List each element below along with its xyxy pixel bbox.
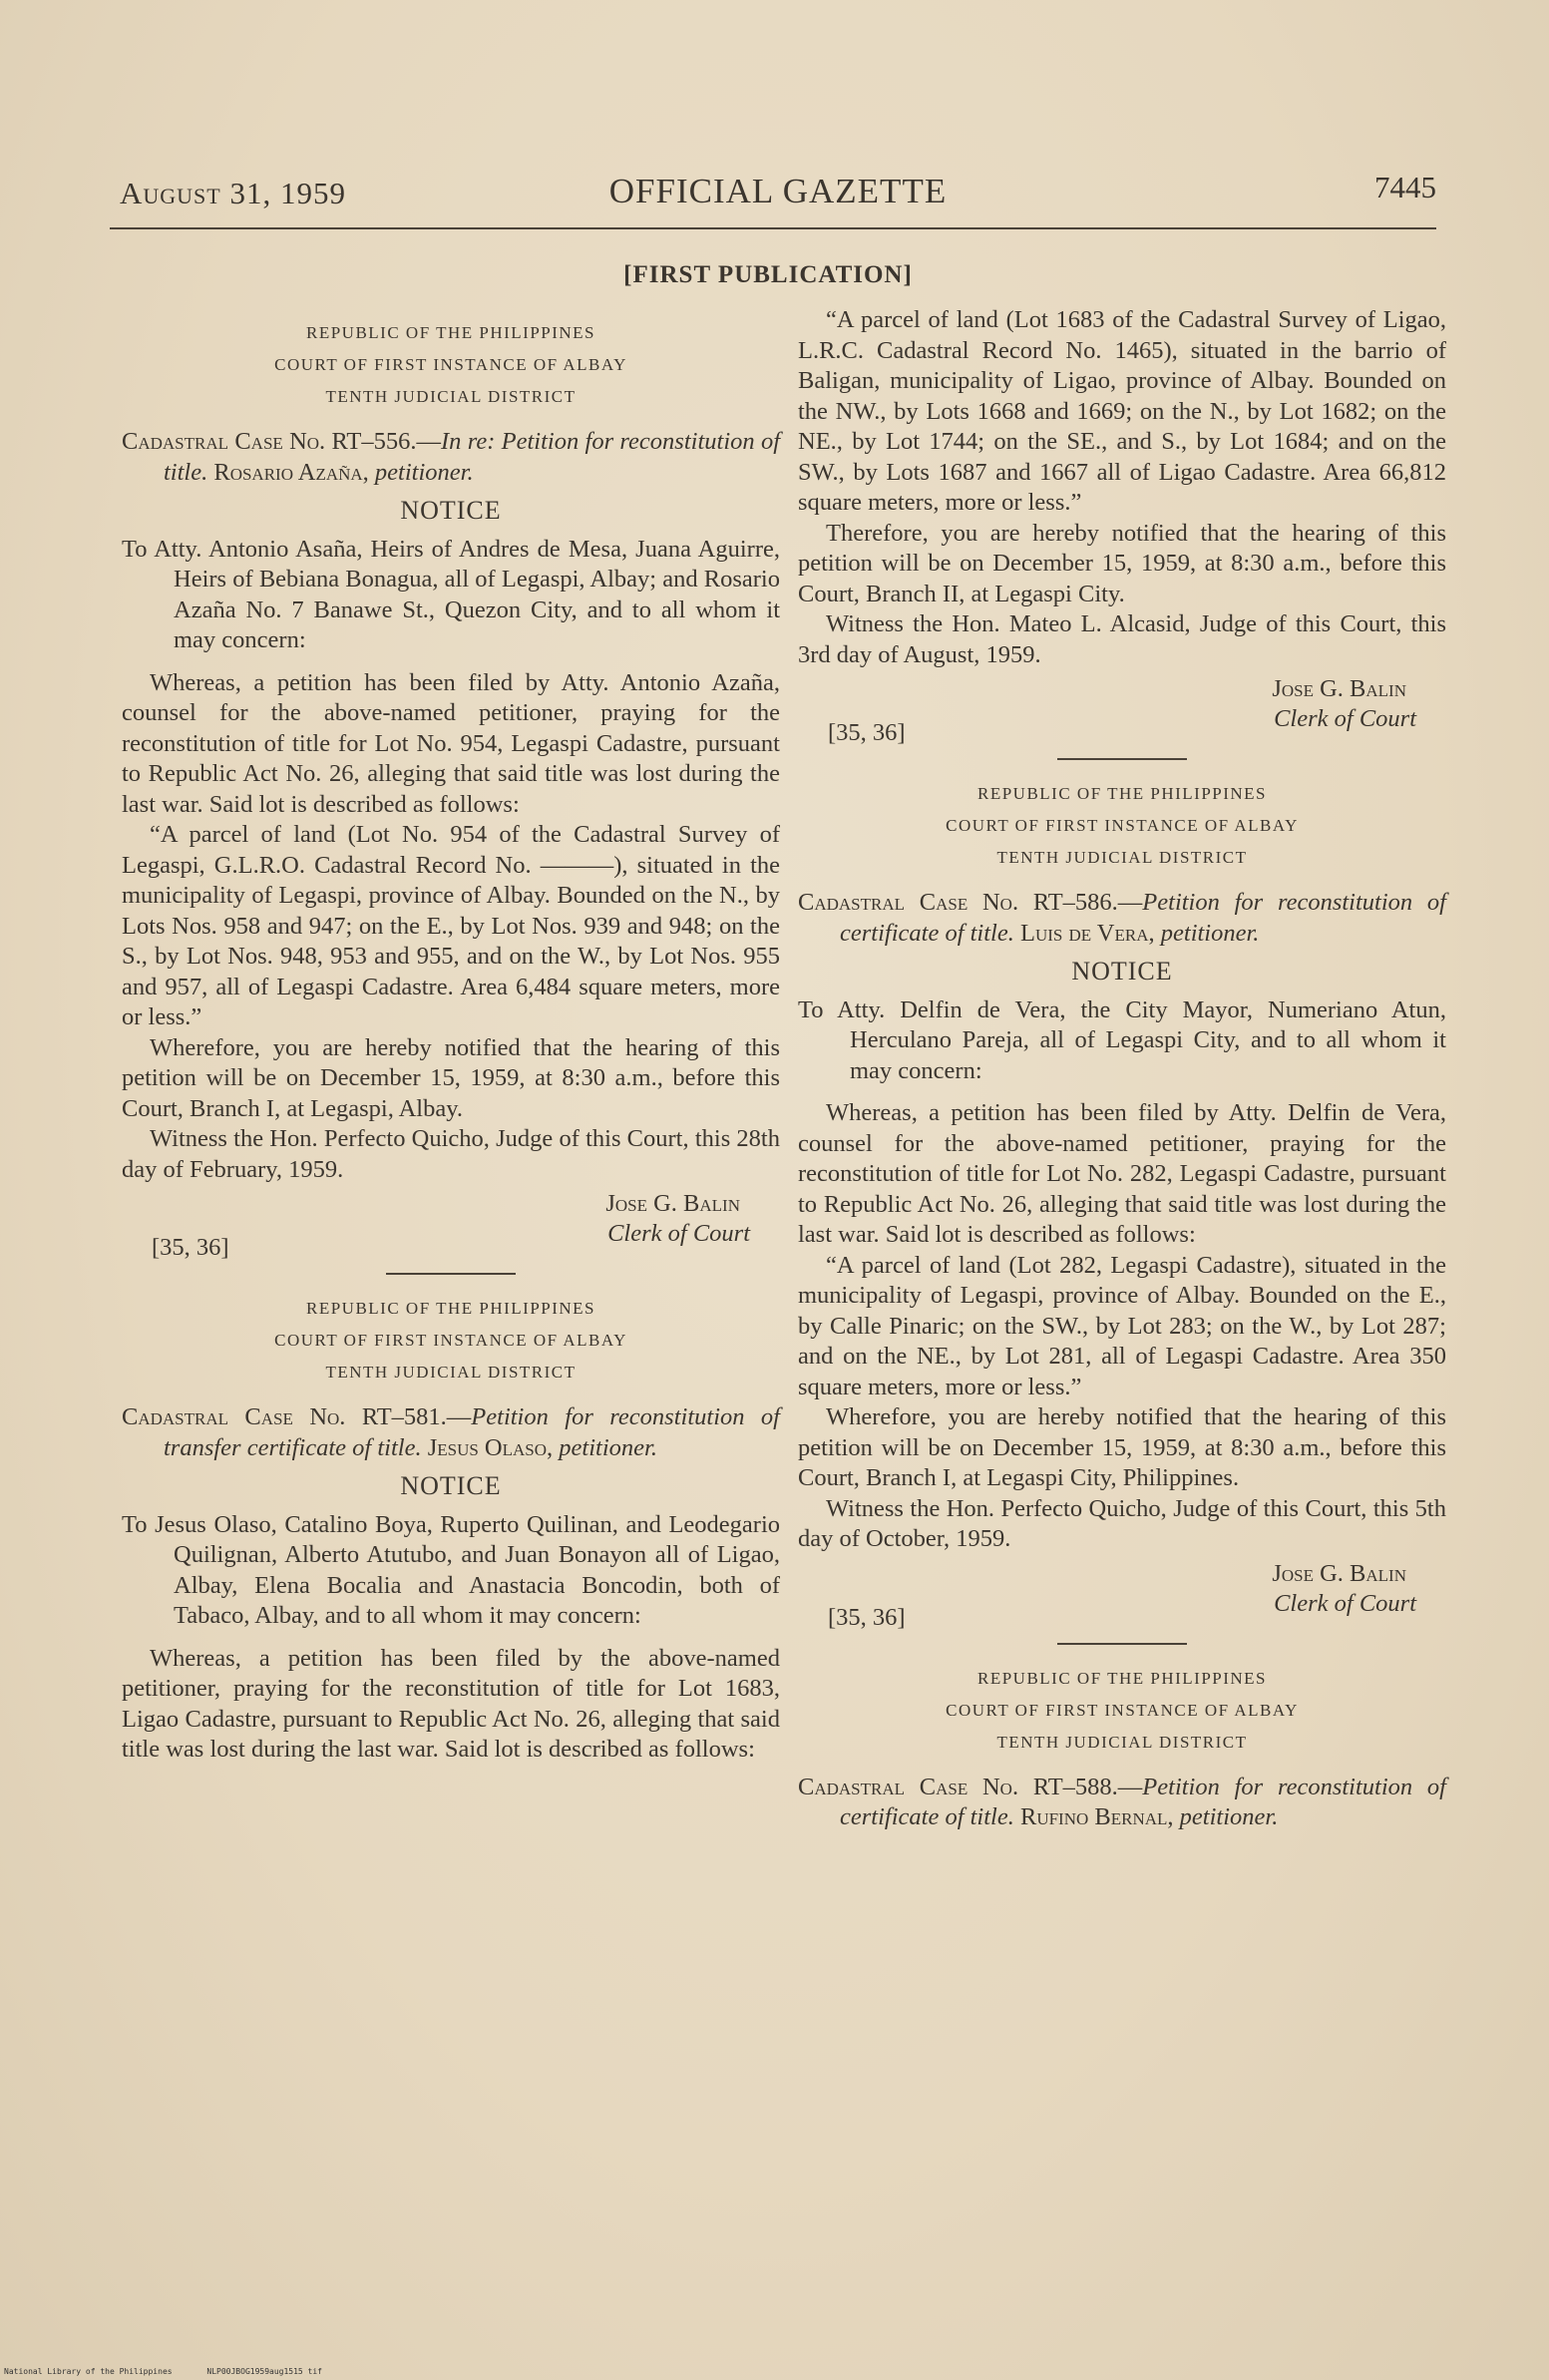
issue-reference: [35, 36] bbox=[828, 719, 906, 746]
court-line-3: TENTH JUDICIAL DISTRICT bbox=[996, 1732, 1248, 1752]
page-header bbox=[120, 170, 1436, 219]
case-number: Cadastral Case No. RT–588.— bbox=[798, 1773, 1143, 1800]
signer-role: Clerk of Court bbox=[607, 1220, 750, 1247]
case-title: Petition for reconstitution of transfer certificate of title. bbox=[164, 1403, 780, 1461]
lot-description: “A parcel of land (Lot 282, Legaspi Cadastre), situated in the municipality of Legaspi, province of Albay. Bounded on the E., by Calle Pinaric; on the SW., by Lot 283; on the W., by Lot 287; and on the NE., by Lot 281, all of Legaspi Cadastre. Area 350 square meters, more or less.” bbox=[798, 1251, 1446, 1400]
notice-heading: NOTICE bbox=[1071, 957, 1173, 986]
wherefore-paragraph: Wherefore, you are hereby notified that the hearing of this petition will be on December 15, 1959, at 8:30 a.m., before this Court, Branch I, at Legaspi, Albay. bbox=[122, 1033, 780, 1122]
court-heading bbox=[798, 1663, 1446, 1759]
footer-file: NLP00JBOG1959aug1515 tif bbox=[206, 2367, 322, 2376]
case-caption bbox=[122, 427, 780, 488]
publication-label: [FIRST PUBLICATION] bbox=[623, 261, 913, 288]
court-line-3: TENTH JUDICIAL DISTRICT bbox=[996, 848, 1248, 867]
signer-role: Clerk of Court bbox=[1274, 1589, 1416, 1617]
case-title: In re: Petition for reconstitution of title. bbox=[164, 428, 780, 486]
section-separator bbox=[386, 1273, 516, 1275]
signer-name: Jose G. Balin bbox=[605, 1190, 740, 1217]
court-line-2: COURT OF FIRST INSTANCE OF ALBAY bbox=[946, 1700, 1299, 1720]
case-number: Cadastral Case No. RT–556.— bbox=[122, 428, 441, 455]
notice-heading: NOTICE bbox=[400, 1471, 502, 1500]
court-line-2: COURT OF FIRST INSTANCE OF ALBAY bbox=[274, 355, 627, 374]
petitioner-name: Luis de Vera, bbox=[1019, 919, 1155, 947]
signer-name: Jose G. Balin bbox=[1272, 675, 1406, 702]
signer-role: Clerk of Court bbox=[1274, 705, 1416, 732]
case-number: Cadastral Case No. RT–581.— bbox=[122, 1403, 472, 1430]
case-title: Petition for reconstitution of certificate of title. bbox=[840, 889, 1446, 947]
header-rule bbox=[110, 227, 1436, 229]
section-separator bbox=[1057, 758, 1187, 760]
right-column bbox=[798, 305, 1446, 1833]
court-heading bbox=[122, 1293, 780, 1388]
wherefore-paragraph: Wherefore, you are hereby notified that the hearing of this petition will be on December 15, 1959, at 8:30 a.m., before this Court, Branch I, at Legaspi City, Philippines. bbox=[798, 1403, 1446, 1491]
notice-addressees: To Atty. Delfin de Vera, the City Mayor, Numeriano Atun, Herculano Pareja, all of Legaspi City, and to all whom it may concern: bbox=[798, 995, 1446, 1084]
notice-heading: NOTICE bbox=[400, 496, 502, 525]
scan-footer bbox=[4, 2367, 352, 2376]
whereas-paragraph: Whereas, a petition has been filed by Atty. Antonio Azaña, counsel for the above-named petitioner, praying for the reconstitution of title for Lot No. 954, Legaspi Cadastre, pursuant to Republic Act No. 26, alleging that said title was lost during the last war. Said lot is described as follows: bbox=[122, 668, 780, 818]
header-page-number: 7445 bbox=[1374, 170, 1436, 204]
court-line-1: REPUBLIC OF THE PHILIPPINES bbox=[976, 784, 1268, 803]
notice-addressees: To Jesus Olaso, Catalino Boya, Ruperto Quilinan, and Leodegario Quilignan, Alberto Atutubo, and Juan Bonayon all of Ligao, Albay, Elena Bocalia and Anastacia Boncodin, both of Tabaco, Albay, and to all whom it may concern: bbox=[122, 1510, 780, 1629]
footer-library: National Library of the Philippines bbox=[4, 2367, 173, 2376]
petitioner-name: Rufino Bernal, bbox=[1019, 1803, 1174, 1830]
petitioner-name: Rosario Azaña, bbox=[213, 458, 369, 486]
court-line-2: COURT OF FIRST INSTANCE OF ALBAY bbox=[274, 1331, 627, 1350]
wherefore-paragraph: Therefore, you are hereby notified that the hearing of this petition will be on December 15, 1959, at 8:30 a.m., before this Court, Branch II, at Legaspi City. bbox=[798, 519, 1446, 607]
left-column bbox=[122, 317, 780, 1766]
signature-block bbox=[122, 1189, 780, 1261]
court-line-3: TENTH JUDICIAL DISTRICT bbox=[325, 1363, 577, 1382]
petitioner-role: petitioner. bbox=[1179, 1803, 1279, 1830]
petitioner-role: petitioner. bbox=[374, 458, 474, 486]
issue-reference: [35, 36] bbox=[828, 1603, 906, 1631]
petitioner-role: petitioner. bbox=[559, 1433, 657, 1461]
lot-description: “A parcel of land (Lot No. 954 of the Cadastral Survey of Legaspi, G.L.R.O. Cadastral Record No. ———), situated in the municipality of Legaspi, province of Albay. Bounded on the N., by Lots Nos. 958 and 947; on the E., by Lot Nos. 939 and 948; on the S., by Lot Nos. 948, 953 and 955, and on the W., by Lot Nos. 955 and 957, all of Legaspi Cadastre. Area 6,484 square meters, more or less.” bbox=[122, 821, 780, 1030]
case-caption bbox=[798, 888, 1446, 949]
header-title: OFFICIAL GAZETTE bbox=[608, 172, 948, 210]
petitioner-role: petitioner. bbox=[1160, 919, 1260, 947]
court-heading bbox=[122, 317, 780, 413]
case-caption bbox=[798, 1773, 1446, 1833]
court-line-1: REPUBLIC OF THE PHILIPPINES bbox=[305, 1299, 596, 1318]
whereas-paragraph: Whereas, a petition has been filed by Atty. Delfin de Vera, counsel for the above-named petitioner, praying for the reconstitution of title for Lot No. 282, Legaspi Cadastre, pursuant to Republic Act No. 26, alleging that said title was lost during the last war. Said lot is described as follows: bbox=[798, 1099, 1446, 1248]
header-date: August 31, 1959 bbox=[120, 176, 346, 210]
section-separator bbox=[1057, 1643, 1187, 1645]
case-caption bbox=[122, 1402, 780, 1463]
lot-description: “A parcel of land (Lot 1683 of the Cadastral Survey of Ligao, L.R.C. Cadastral Record No. 1465), situated in the barrio of Baligan, municipality of Ligao, province of Albay. Bounded on the NW., by Lots 1668 and 1669; on the N., by Lot 1682; on the NE., by Lot 1744; on the SE., and S., by Lot 1684; and on the SW., by Lots 1687 and 1667 all of Ligao Cadastre. Area 66,812 square meters, more or less.” bbox=[798, 306, 1446, 516]
witness-paragraph: Witness the Hon. Perfecto Quicho, Judge of this Court, this 5th day of October, 1959. bbox=[798, 1494, 1446, 1552]
signer-name: Jose G. Balin bbox=[1272, 1559, 1406, 1587]
case-title: Petition for reconstitution of certificate of title. bbox=[840, 1773, 1446, 1830]
case-number: Cadastral Case No. RT–586.— bbox=[798, 889, 1143, 916]
signature-block bbox=[798, 1559, 1446, 1631]
court-line-3: TENTH JUDICIAL DISTRICT bbox=[325, 387, 577, 406]
witness-paragraph: Witness the Hon. Mateo L. Alcasid, Judge of this Court, this 3rd day of August, 1959. bbox=[798, 610, 1446, 668]
notice-addressees: To Atty. Antonio Asaña, Heirs of Andres de Mesa, Juana Aguirre, Heirs of Bebiana Bonagua, all of Legaspi, Albay; and Rosario Azaña No. 7 Banawe St., Quezon City, and to all whom it may concern: bbox=[122, 535, 780, 653]
petitioner-name: Jesus Olaso, bbox=[427, 1433, 554, 1461]
court-line-1: REPUBLIC OF THE PHILIPPINES bbox=[305, 323, 596, 342]
whereas-paragraph: Whereas, a petition has been filed by the above-named petitioner, praying for the reconstitution of title for Lot 1683, Ligao Cadastre, pursuant to Republic Act No. 26, alleging that said title was lost during the last war. Said lot is described as follows: bbox=[122, 1644, 780, 1763]
signature-block bbox=[798, 674, 1446, 746]
issue-reference: [35, 36] bbox=[152, 1234, 229, 1261]
witness-paragraph: Witness the Hon. Perfecto Quicho, Judge of this Court, this 28th day of February, 1959. bbox=[122, 1125, 780, 1183]
court-heading bbox=[798, 778, 1446, 874]
court-line-1: REPUBLIC OF THE PHILIPPINES bbox=[976, 1668, 1268, 1688]
court-line-2: COURT OF FIRST INSTANCE OF ALBAY bbox=[946, 816, 1299, 835]
